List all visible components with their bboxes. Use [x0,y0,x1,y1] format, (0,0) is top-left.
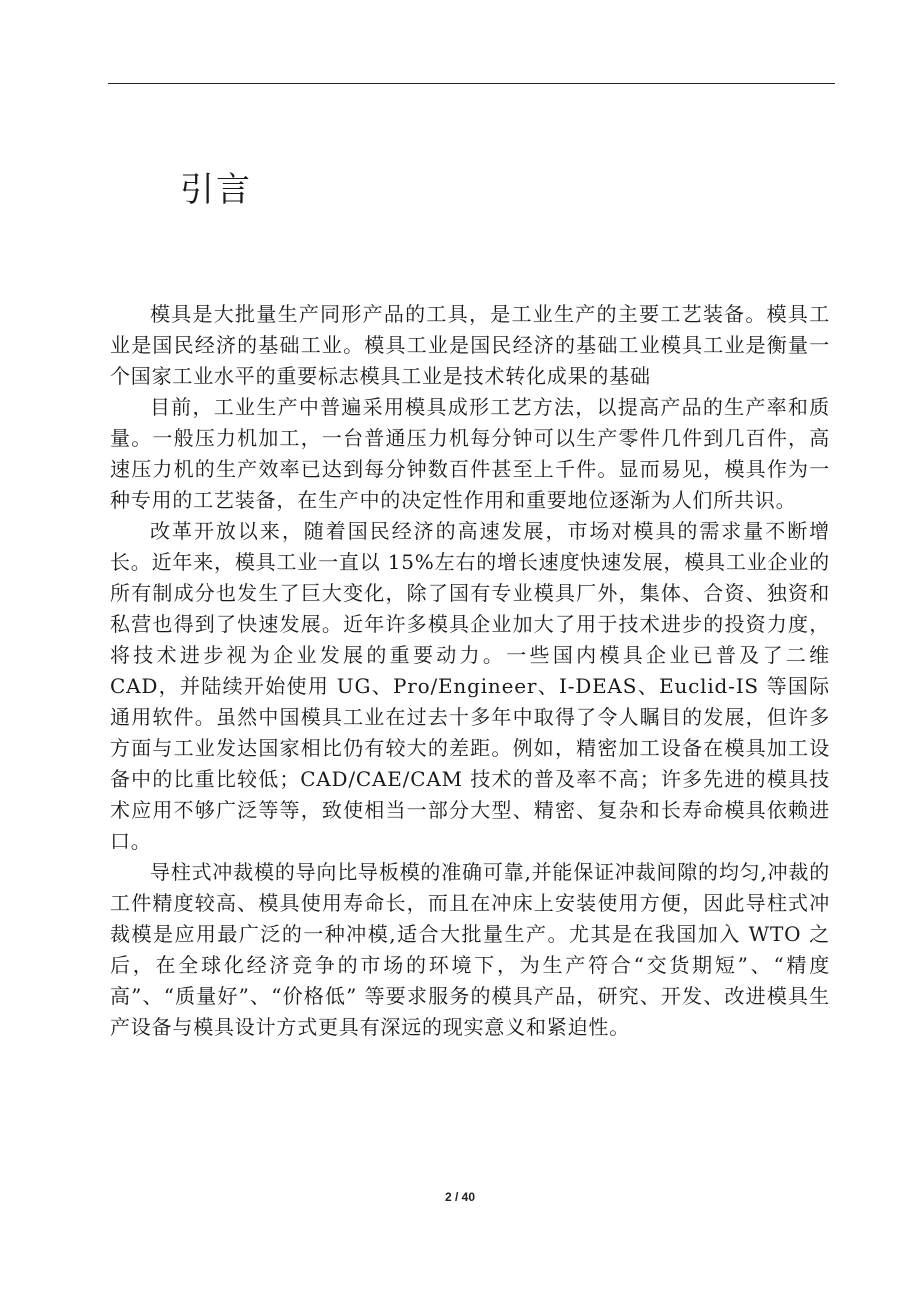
paragraph-4: 导柱式冲裁模的导向比导板模的准确可靠,并能保证冲裁间隙的均匀,冲裁的工件精度较高、模具使用寿命长，而且在冲床上安装使用方便，因此导柱式冲裁模是应用最广泛的一种冲模,适合大批量生产。尤其是在我国加入 WTO 之后，在全球化经济竞争的市场的环境下，为生产符合“交货期短”、“精度高”、“质量好”、“价格低” 等要求服务的模具产品，研究、开发、改进模具生产设备与模具设计方式更具有深远的现实意义和紧迫性。 [110,860,830,1039]
page-number: 2 / 40 [444,1190,476,1204]
paragraph-2: 目前，工业生产中普遍采用模具成形工艺方法，以提高产品的生产率和质量。一般压力机加工，一台普通压力机每分钟可以生产零件几件到几百件，高速压力机的生产效率已达到每分钟数百件甚至上千件。显而易见，模具作为一种专用的工艺装备，在生产中的决定性作用和重要地位逐渐为人们所共识。 [110,395,830,512]
header-rule [108,83,835,84]
document-body [110,299,830,1043]
page-title: 引言 [180,170,252,210]
paragraph-3: 改革开放以来，随着国民经济的高速发展，市场对模具的需求量不断增长。近年来，模具工业一直以 15%左右的增长速度快速发展，模具工业企业的所有制成分也发生了巨大变化，除了国有专业模具厂外，集体、合资、独资和私营也得到了快速发展。近年许多模具企业加大了用于技术进步的投资力度，将技术进步视为企业发展的重要动力。一些国内模具企业已普及了二维 CAD，并陆续开始使用 UG、Pro/Engineer、I-DEAS、Euclid-IS 等国际通用软件。虽然中国模具工业在过去十多年中取得了令人瞩目的发展，但许多方面与工业发达国家相比仍有较大的差距。例如，精密加工设备在模具加工设备中的比重比较低；CAD/CAE/CAM 技术的普及率不高；许多先进的模具技术应用不够广泛等等，致使相当一部分大型、精密、复杂和长寿命模具依赖进口。 [110,519,830,853]
paragraph-1: 模具是大批量生产同形产品的工具，是工业生产的主要工艺装备。模具工业是国民经济的基础工业。模具工业是国民经济的基础工业模具工业是衡量一个国家工业水平的重要标志模具工业是技术转化成果的基础 [110,302,830,388]
